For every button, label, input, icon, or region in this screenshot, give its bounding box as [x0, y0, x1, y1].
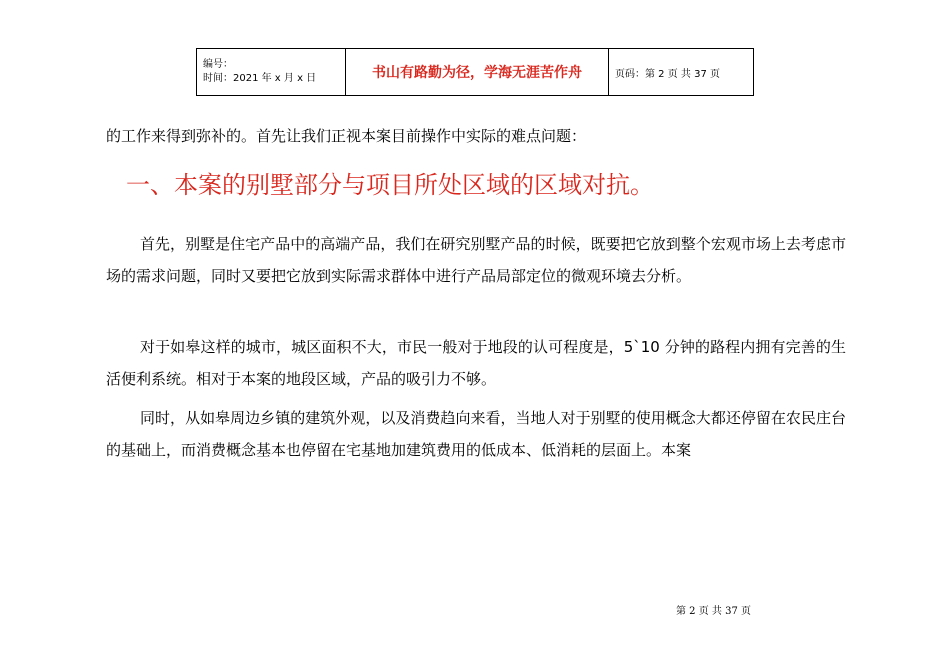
document-header	[196, 48, 754, 96]
body-paragraph-1: 首先，别墅是住宅产品中的高端产品，我们在研究别墅产品的时候，既要把它放到整个宏观市场上去考虑市场的需求问题，同时又要把它放到实际需求群体中进行产品局部定位的微观环境去分析。	[106, 235, 846, 285]
header-motto: 书山有路勤为径，学海无涯苦作舟	[346, 49, 609, 96]
document-date-label: 时间：2021 年 x 月 x 日	[203, 73, 317, 84]
page-footer: 第 2 页 共 37 页	[676, 606, 751, 617]
header-meta-cell	[197, 49, 346, 96]
header-page-label: 页码：第 2 页 共 37 页	[609, 49, 754, 96]
body-paragraph-3: 同时，从如皋周边乡镇的建筑外观，以及消费趋向来看，当地人对于别墅的使用概念大都还停留在农民庄台的基础上，而消费概念基本也停留在宅基地加建筑费用的低成本、低消耗的层面上。本案	[106, 409, 846, 459]
continuation-paragraph: 的工作来得到弥补的。首先让我们正视本案目前操作中实际的难点问题：	[106, 127, 587, 145]
body-paragraph-2: 对于如皋这样的城市，城区面积不大，市民一般对于地段的认可程度是，5`10 分钟的路程内拥有完善的生活便利系统。相对于本案的地段区域，产品的吸引力不够。	[106, 338, 846, 388]
section-heading: 一、本案的别墅部分与项目所处区域的区域对抗。	[126, 171, 654, 199]
document-number-label: 编号：	[203, 59, 233, 70]
